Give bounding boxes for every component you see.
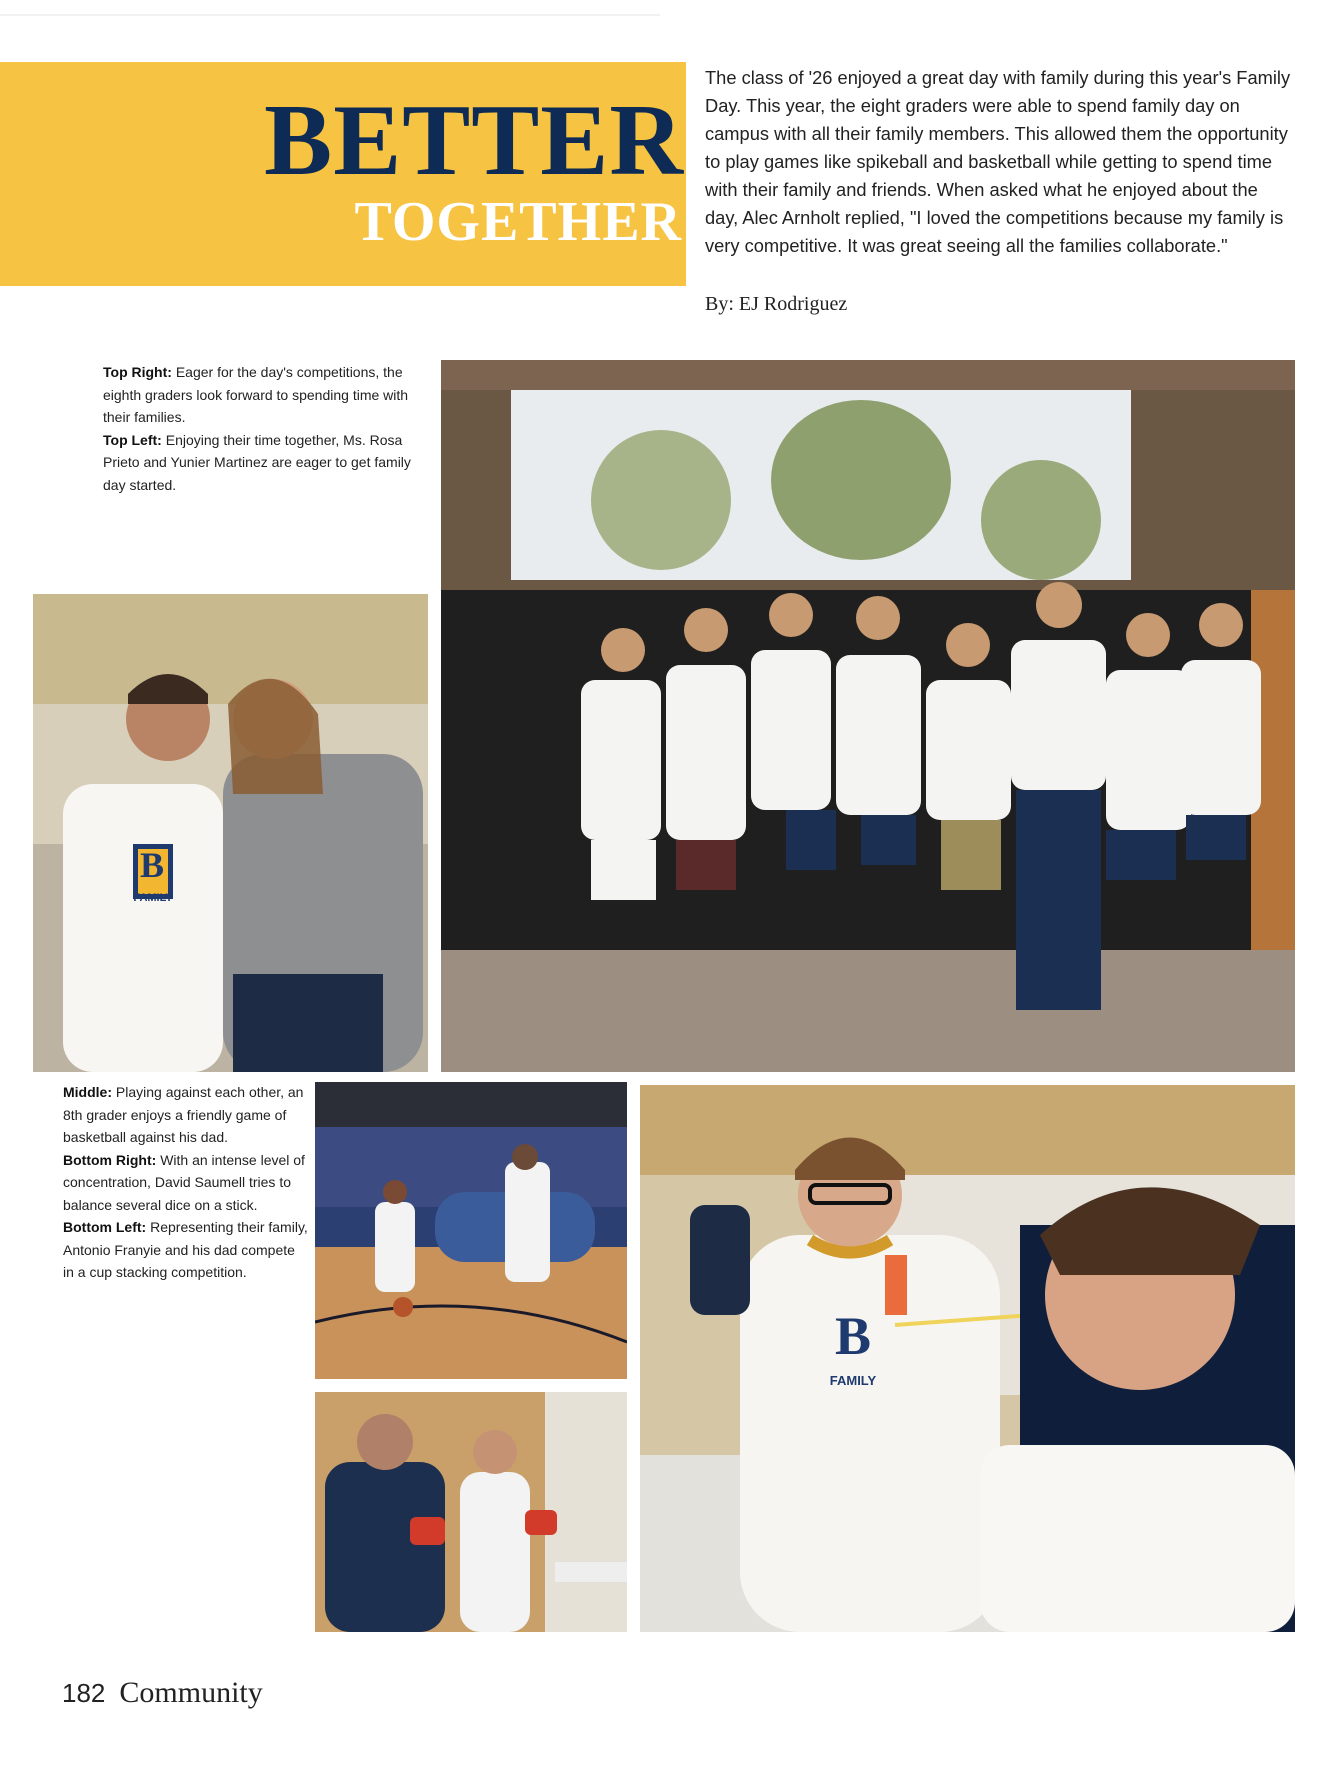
byline: By: EJ Rodriguez [705,293,848,315]
photo-mother-son [33,594,428,1072]
photo-group-students [441,360,1295,1072]
caption-label: Top Right: [103,364,172,380]
title-together: TOGETHER [354,191,682,253]
caption-label: Bottom Right: [63,1151,157,1168]
caption-text: Enjoying their time together, Ms. Rosa Prieto and Yunier Martinez are eager to get family day started. [103,431,411,493]
shirt-logo-letter: B [139,845,164,885]
caption-label: Bottom Left: [63,1219,147,1235]
caption-text: Representing their family, Antonio Franyie and his dad compete in a cup stacking competition. [63,1219,308,1280]
caption-label: Top Left: [103,431,162,448]
shirt-logo-text: FAMILY [133,892,173,904]
caption-text: Eager for the day's competitions, the eighth graders look forward to spending time with their families. [103,364,409,425]
title-banner [0,62,686,286]
section-name: Community [119,1676,263,1709]
caption-text: With an intense level of concentration, David Saumell tries to balance several dice on a stick. [63,1151,305,1213]
caption-text: Playing against each other, an 8th grader enjoys a friendly game of basketball against his dad. [63,1084,304,1145]
caption-label: Middle: [63,1084,112,1100]
photo-basketball [315,1082,627,1379]
shirt-logo-letter: B [834,1306,872,1366]
intro-paragraph: The class of '26 enjoyed a great day with family during this year's Family Day. This year, the eight graders were able to spend family day on campus with all their family members. This allowed them the opportunity to play games like spikeball and basketball while getting to spend time with their family and friends. When asked what he enjoyed about the day, Alec Arnholt replied, "I loved the competitions because my family is very competitive. It was great seeing all the families collaborate." [705,67,1291,256]
page-footer [62,1676,263,1710]
photo-cup-stacking [315,1392,627,1632]
top-rule [0,14,660,16]
page-number: 182 [62,1678,106,1708]
captions-top [103,361,421,496]
photo-dice-balance [640,1085,1295,1632]
title-better: BETTER [264,84,684,197]
captions-bottom [63,1081,308,1284]
shirt-logo-text: FAMILY [829,1373,877,1388]
